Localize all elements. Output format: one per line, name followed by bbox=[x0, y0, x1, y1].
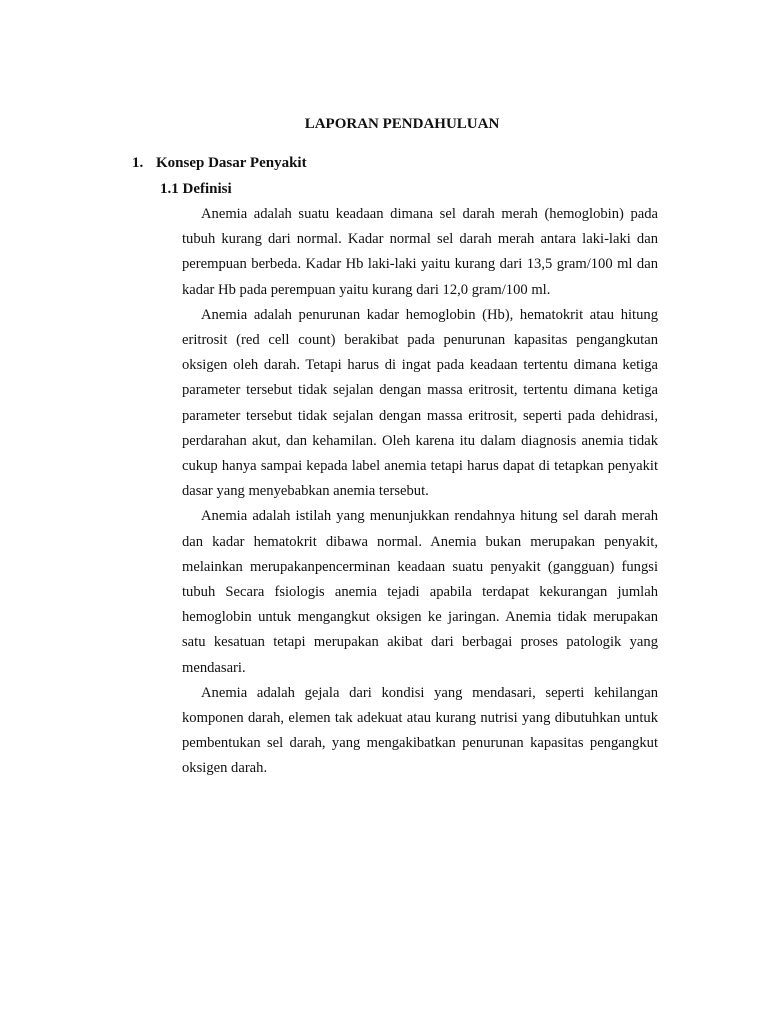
section-title: Konsep Dasar Penyakit bbox=[156, 155, 307, 171]
definition-body bbox=[182, 202, 658, 782]
paragraph: Anemia adalah suatu keadaan dimana sel darah merah (hemoglobin) pada tubuh kurang dari normal. Kadar normal sel darah merah antara laki-laki dan perempuan berbeda. Kadar Hb laki-laki yaitu kurang dari 13,5 gram/100 ml dan kadar Hb pada perempuan yaitu kurang dari 12,0 gram/100 ml. bbox=[182, 206, 658, 298]
subsection-heading: 1.1 Definisi bbox=[160, 181, 232, 197]
paragraph: Anemia adalah istilah yang menunjukkan rendahnya hitung sel darah merah dan kadar hematokrit dibawa normal. Anemia bukan merupakan penyakit, melainkan merupakanpencerminan keadaan suatu penyakit (gangguan) fungsi tubuh Secara fsiologis anemia tejadi apabila terdapat kekurangan jumlah hemoglobin untuk mengangkut oksigen ke jaringan. Anemia tidak merupakan satu kesatuan tetapi merupakan akibat dari berbagai proses patologik yang mendasari. bbox=[182, 508, 658, 676]
paragraph: Anemia adalah penurunan kadar hemoglobin (Hb), hematokrit atau hitung eritrosit (red cell count) berakibat pada penurunan kapasitas pengangkutan oksigen oleh darah. Tetapi harus di ingat pada keadaan tertentu dimana ketiga parameter tersebut tidak sejalan dengan massa eritrosit, tertentu dimana ketiga parameter tersebut tidak sejalan dengan massa eritrosit, seperti pada dehidrasi, perdarahan akut, dan kehamilan. Oleh karena itu dalam diagnosis anemia tidak cukup hanya sampai kepada label anemia tetapi harus dapat di tetapkan penyakit dasar yang menyebabkan anemia tersebut. bbox=[182, 306, 658, 500]
section-number: 1. bbox=[132, 155, 144, 171]
document-title: LAPORAN PENDAHULUAN bbox=[304, 116, 500, 132]
paragraph: Anemia adalah gejala dari kondisi yang mendasari, seperti kehilangan komponen darah, elemen tak adekuat atau kurang nutrisi yang dibutuhkan untuk pembentukan sel darah, yang mengakibatkan penurunan kapasitas pengangkut oksigen darah. bbox=[182, 684, 658, 777]
section-heading bbox=[132, 155, 307, 172]
